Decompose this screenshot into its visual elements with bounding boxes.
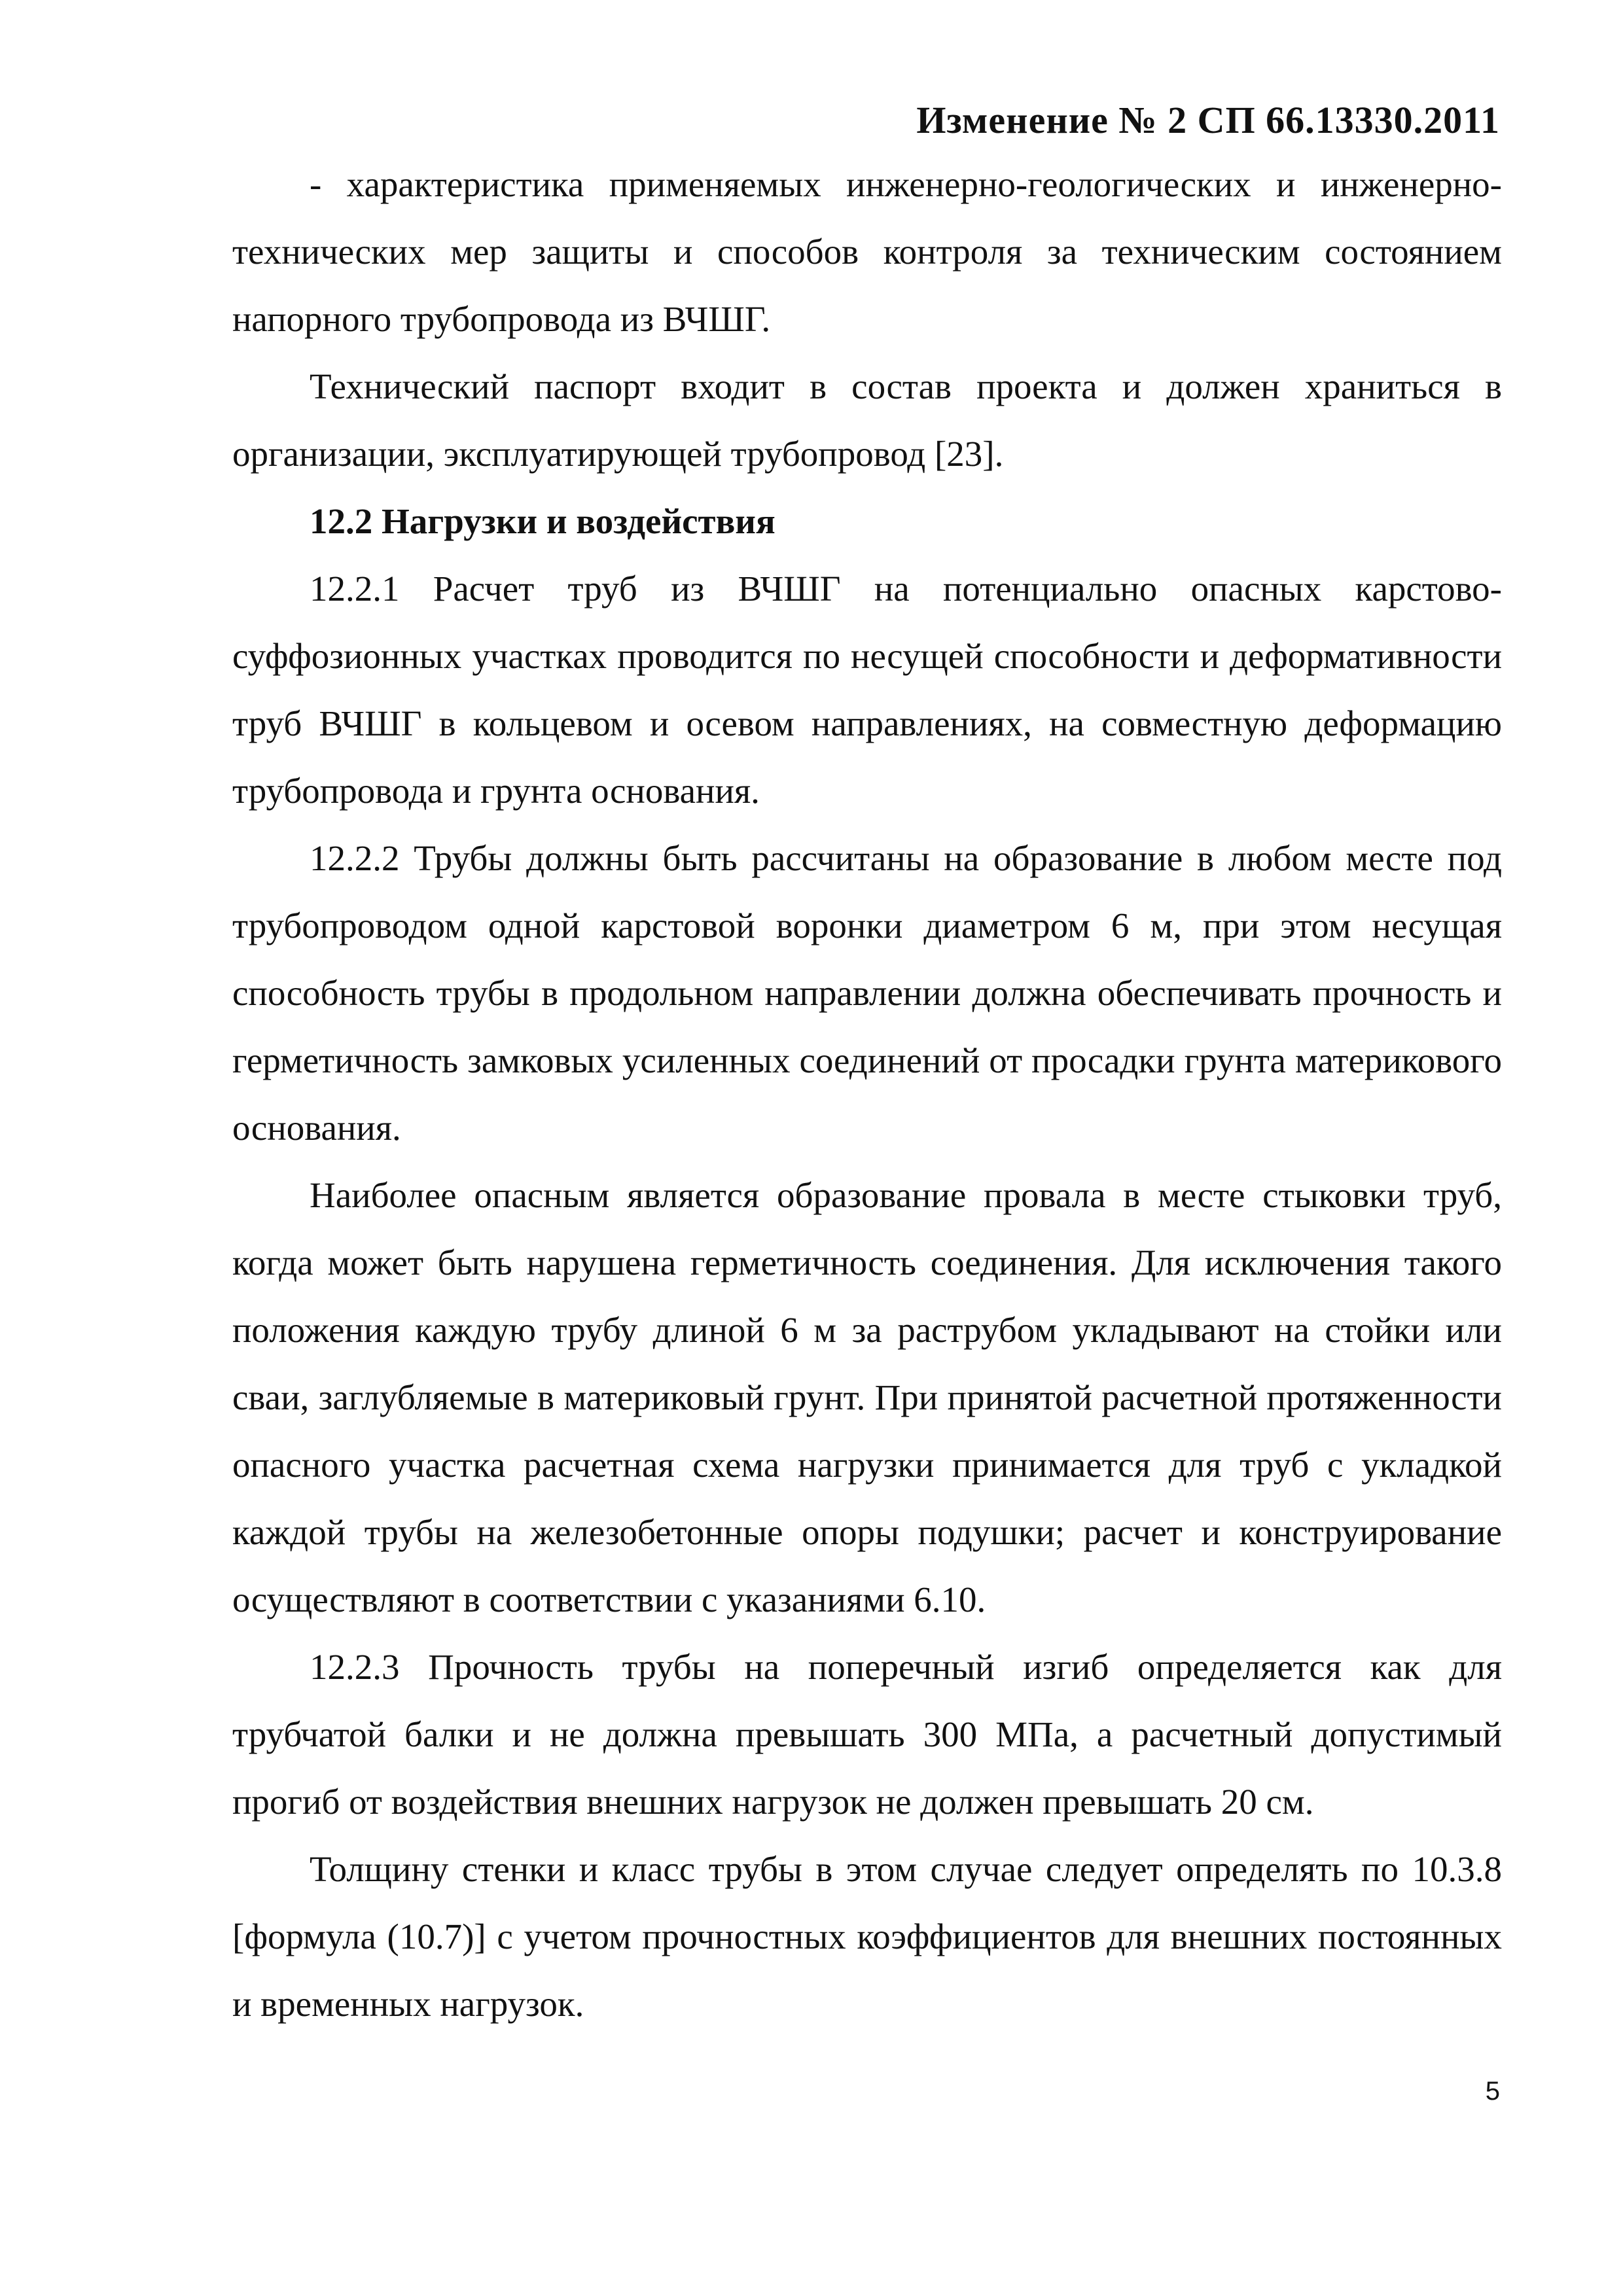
document-header: Изменение № 2 СП 66.13330.2011 <box>916 99 1500 141</box>
document-body <box>232 150 1502 2038</box>
paragraph-passport-storage: Технический паспорт входит в состав проекта и должен храниться в организации, эксплуатирующей трубопровод [23]. <box>232 366 1502 474</box>
paragraph-12-2-2: 12.2.2 Трубы должны быть рассчитаны на образование в любом месте под трубопроводом одной карстовой воронки диаметром 6 м, при этом несущая способность трубы в продольном направлении должна обеспечивать прочность и герметичность замковых усиленных соединений от просадки грунта материкового основания. <box>232 838 1502 1148</box>
page-number: 5 <box>1485 2077 1500 2106</box>
paragraph-12-2-3: 12.2.3 Прочность трубы на поперечный изгиб определяется как для трубчатой балки и не должна превышать 300 МПа, а расчетный допустимый прогиб от воздействия внешних нагрузок не должен превышать 20 см. <box>232 1647 1502 1822</box>
section-heading-12-2: 12.2 Нагрузки и воздействия <box>310 501 776 541</box>
paragraph-passport-characteristics: - характеристика применяемых инженерно-геологических и инженерно-технических мер защиты и способов контроля за техническим состоянием напорного трубопровода из ВЧШГ. <box>232 164 1502 339</box>
paragraph-wall-thickness: Толщину стенки и класс трубы в этом случае следует определять по 10.3.8 [формула (10.7)] с учетом прочностных коэффициентов для внешних постоянных и временных нагрузок. <box>232 1849 1502 2024</box>
paragraph-most-dangerous: Наиболее опасным является образование провала в месте стыковки труб, когда может быть нарушена герметичность соединения. Для исключения такого положения каждую трубу длиной 6 м за раструбом укладывают на стойки или сваи, заглубляемые в материковый грунт. При принятой расчетной протяженности опасного участка расчетная схема нагрузки принимается для труб с укладкой каждой трубы на железобетонные опоры подушки; расчет и конструирование осуществляют в соответствии с указаниями 6.10. <box>232 1175 1502 1619</box>
paragraph-12-2-1: 12.2.1 Расчет труб из ВЧШГ на потенциально опасных карстово-суффозионных участках проводится по несущей способности и деформативности труб ВЧШГ в кольцевом и осевом направлениях, на совместную деформацию трубопровода и грунта основания. <box>232 569 1502 811</box>
